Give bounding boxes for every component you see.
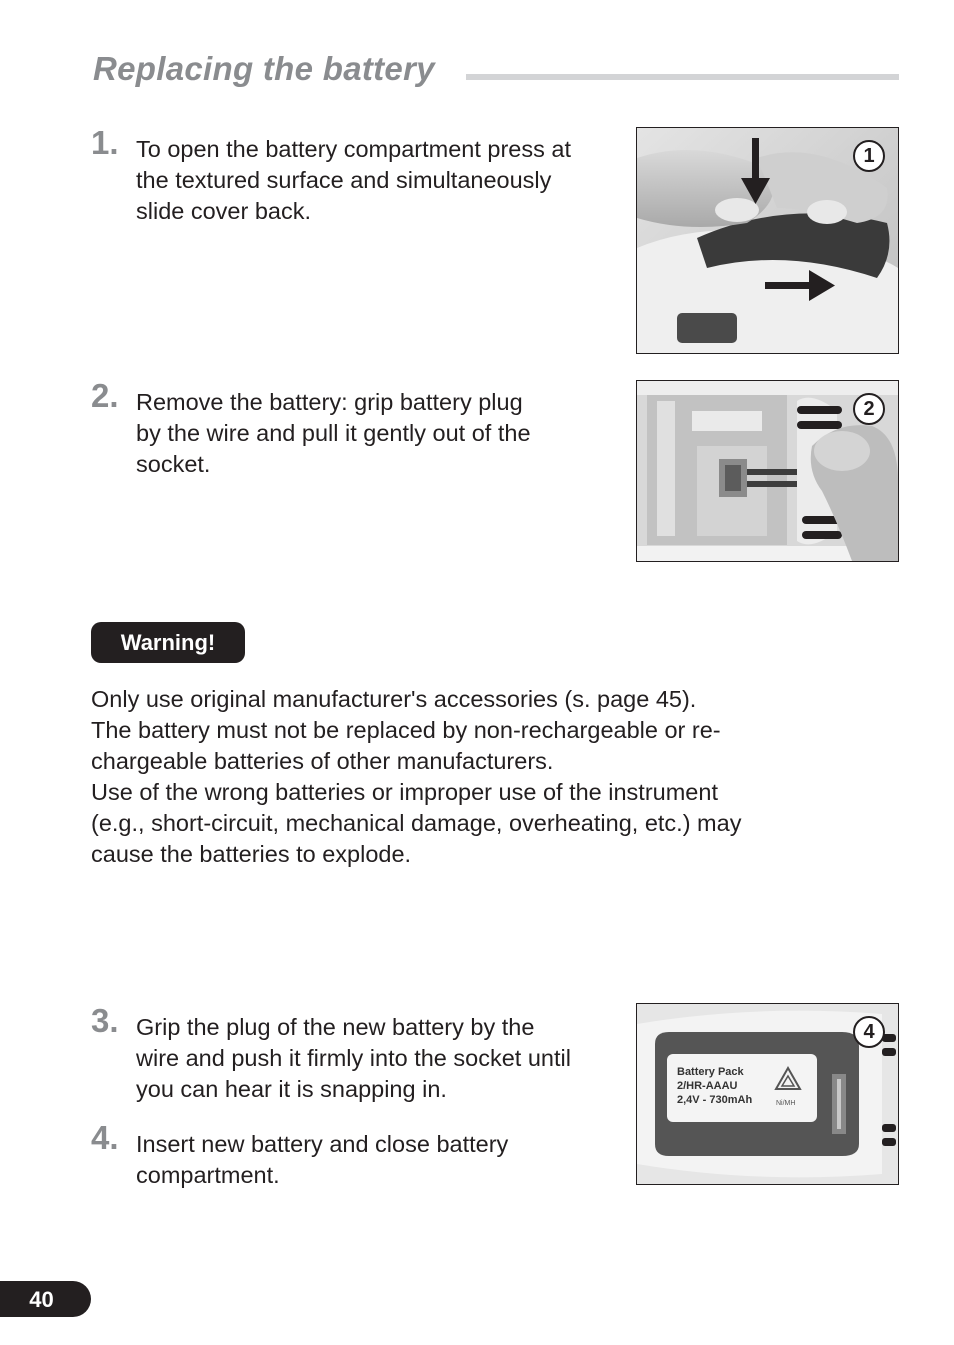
warning-line: The battery must not be replaced by non-rechargeable or re- (91, 717, 721, 743)
title-rule (466, 74, 899, 80)
step-line: socket. (136, 451, 211, 477)
figure-remove-plug (636, 380, 899, 562)
figure-battery-pack (636, 1003, 899, 1185)
battery-label-line-1: Battery Pack (677, 1066, 744, 1078)
step-text (136, 1012, 626, 1105)
step-line: wire and push it firmly into the socket until (136, 1045, 571, 1071)
warning-line: chargeable batteries of other manufacturers. (91, 748, 554, 774)
step-line: Insert new battery and close battery (136, 1131, 509, 1157)
warning-line: Use of the wrong batteries or improper use of the instrument (91, 779, 718, 805)
step-line: Remove the battery: grip battery plug (136, 389, 523, 415)
warning-line: (e.g., short-circuit, mechanical damage, overheating, etc.) may (91, 810, 742, 836)
figure-open-compartment (636, 127, 899, 354)
battery-label-line-2: 2/HR-AAAU (677, 1080, 738, 1092)
figure-badge: 1 (853, 140, 885, 172)
warning-label: Warning! (91, 622, 245, 663)
step-text (136, 1129, 626, 1191)
step-line: the textured surface and simultaneously (136, 167, 552, 193)
warning-line: cause the batteries to explode. (91, 841, 412, 867)
step-number: 2. (91, 377, 119, 414)
warning-text (91, 684, 811, 870)
step-number: 1. (91, 124, 119, 161)
step-line: To open the battery compartment press at (136, 136, 571, 162)
step-number: 4. (91, 1119, 119, 1156)
step-line: Grip the plug of the new battery by the (136, 1014, 535, 1040)
step-line: compartment. (136, 1162, 280, 1188)
page-title: Replacing the battery (93, 50, 435, 87)
figure-badge: 2 (853, 393, 885, 425)
step-text (136, 134, 616, 227)
step-text (136, 387, 616, 480)
battery-label-line-3: 2,4V - 730mAh (677, 1094, 753, 1106)
step-line: by the wire and pull it gently out of the (136, 420, 531, 446)
step-line: you can hear it is snapping in. (136, 1076, 447, 1102)
step-line: slide cover back. (136, 198, 312, 224)
step-number: 3. (91, 1002, 119, 1039)
warning-line: Only use original manufacturer's accessories (s. page 45). (91, 686, 697, 712)
figure-badge: 4 (853, 1016, 885, 1048)
battery-chemistry: Ni/MH (776, 1100, 796, 1107)
page-number: 40 (0, 1281, 91, 1317)
